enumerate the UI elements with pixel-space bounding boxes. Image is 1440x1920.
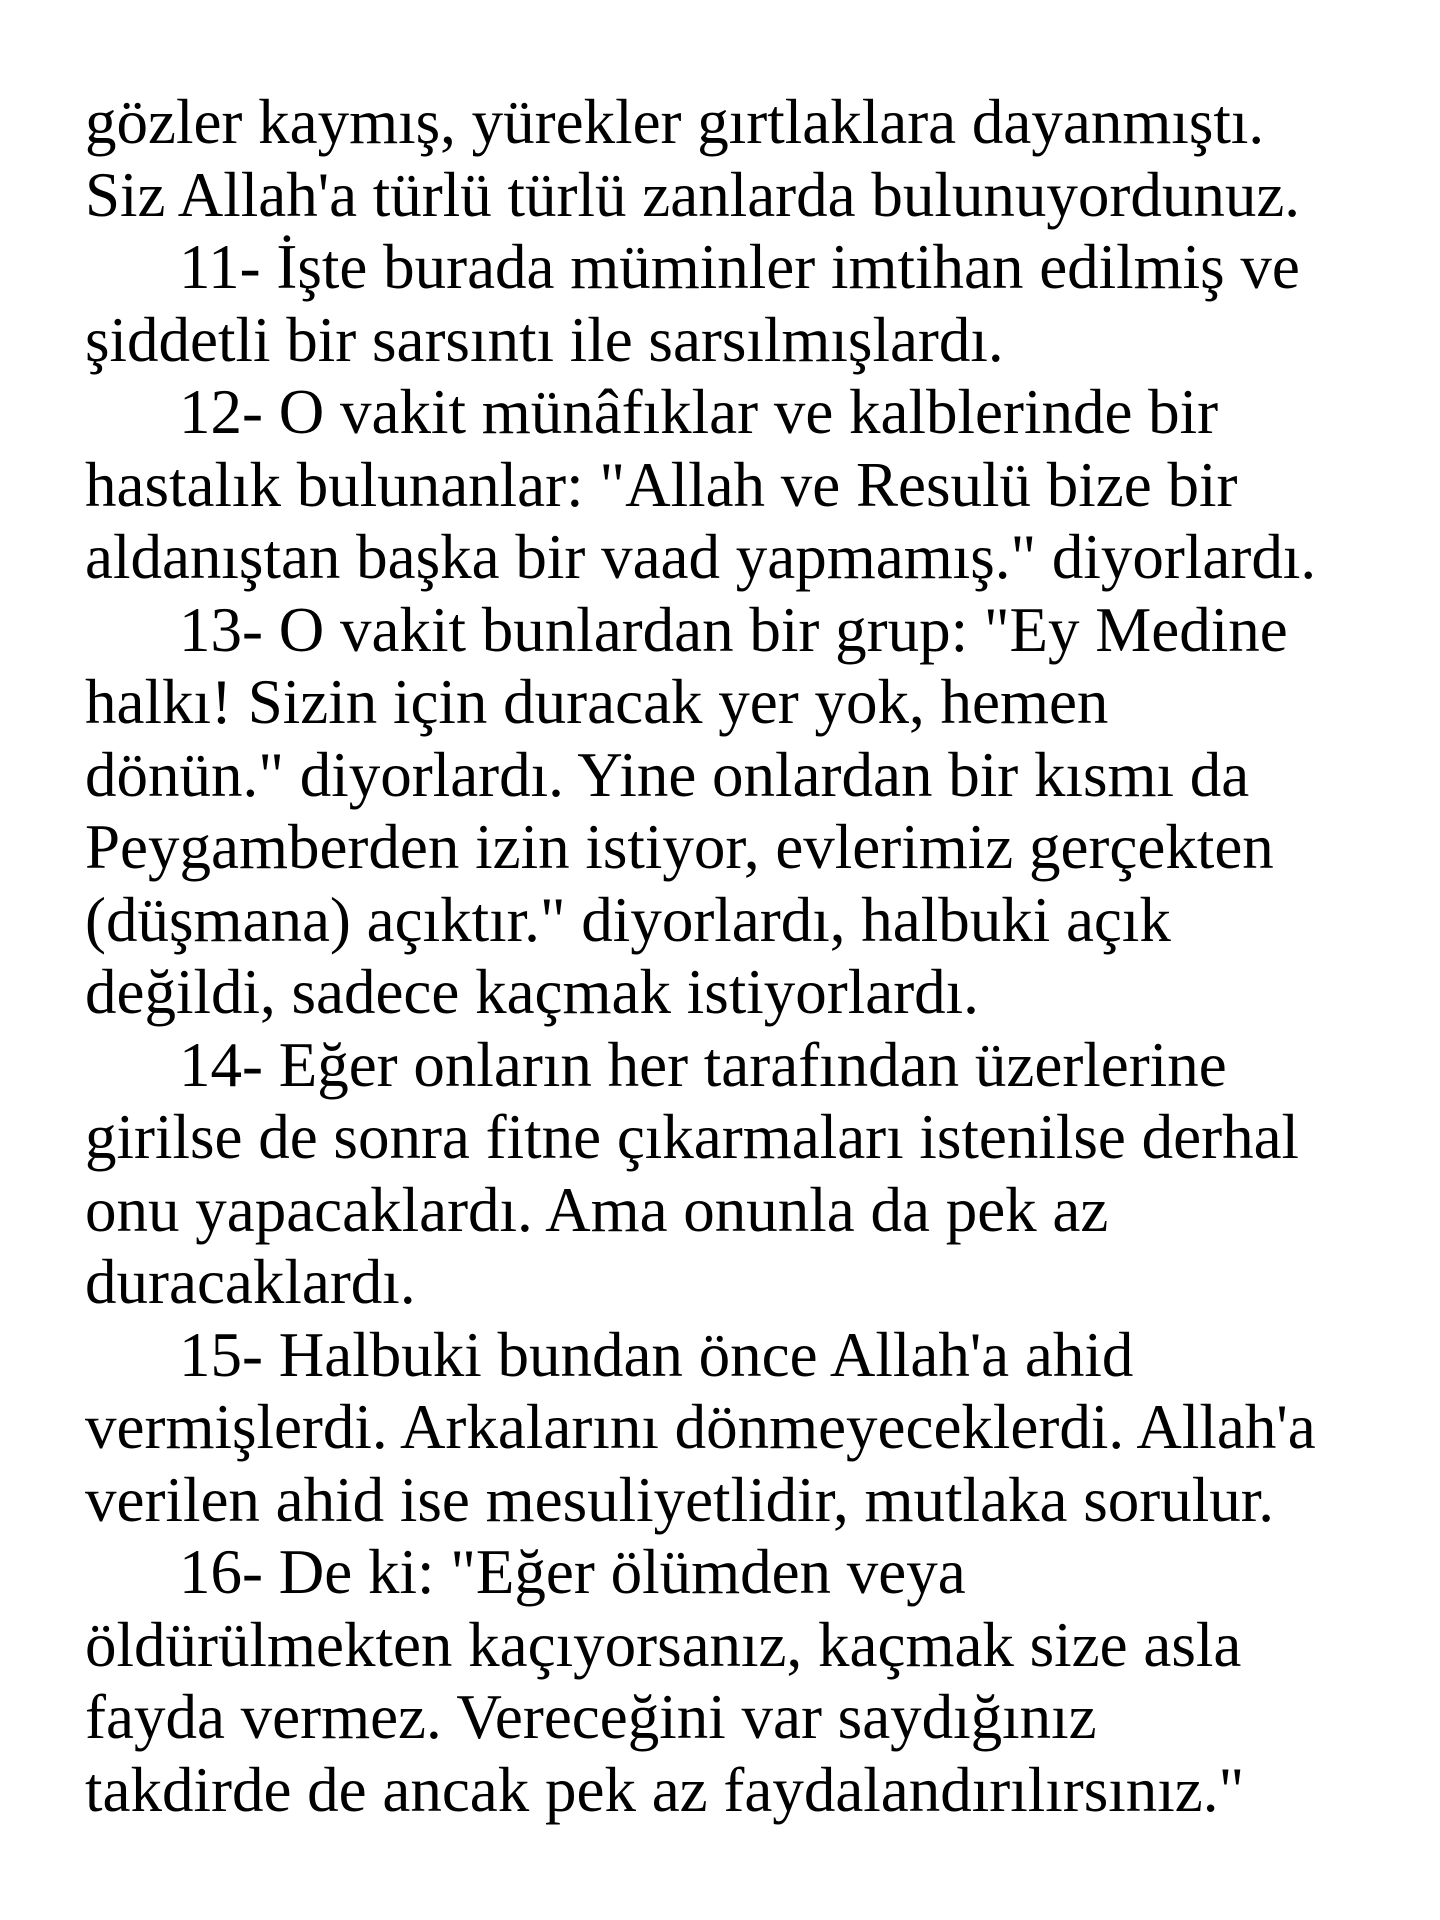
document-body bbox=[85, 86, 1385, 1826]
text-line: hastalık bulunanlar: "Allah ve Resulü bize bir bbox=[85, 449, 1238, 520]
text-line: aldanıştan başka bir vaad yapmamış." diyorlardı. bbox=[85, 522, 1317, 592]
text-line: 15- Halbuki bundan önce Allah'a ahid bbox=[179, 1319, 1134, 1390]
verse-paragraph-13 bbox=[85, 594, 1385, 1029]
text-line: duracaklardı. bbox=[85, 1247, 416, 1317]
verse-paragraph-15 bbox=[85, 1319, 1385, 1537]
text-line: girilse de sonra fitne çıkarmaları istenilse derhal bbox=[85, 1102, 1300, 1172]
text-line: fayda vermez. Vereceğini var saydığınız bbox=[85, 1682, 1097, 1752]
text-line: 16- De ki: "Eğer ölümden veya bbox=[179, 1537, 966, 1607]
text-line: değildi, sadece kaçmak istiyorlardı. bbox=[85, 957, 979, 1027]
verse-paragraph-11 bbox=[85, 231, 1385, 376]
text-line: 14- Eğer onların her tarafından üzerlerine bbox=[179, 1029, 1227, 1100]
verse-paragraph-14 bbox=[85, 1029, 1385, 1319]
text-line: (düşmana) açıktır." diyorlardı, halbuki açık bbox=[85, 884, 1171, 955]
verse-paragraph-16 bbox=[85, 1536, 1385, 1826]
text-line: vermişlerdi. Arkalarını dönmeyeceklerdi. Allah'a bbox=[85, 1392, 1316, 1462]
text-line: Peygamberden izin istiyor, evlerimiz gerçekten bbox=[85, 812, 1274, 882]
text-line: verilen ahid ise mesuliyetlidir, mutlaka sorulur. bbox=[85, 1464, 1274, 1535]
text-line: şiddetli bir sarsıntı ile sarsılmışlardı. bbox=[85, 304, 1004, 375]
text-line: 12- O vakit münâfıklar ve kalblerinde bir bbox=[179, 377, 1219, 447]
text-line: dönün." diyorlardı. Yine onlardan bir kısmı da bbox=[85, 739, 1250, 810]
text-line: 11- İşte burada müminler imtihan edilmiş ve bbox=[179, 232, 1300, 302]
text-line: 13- O vakit bunlardan bir grup: "Ey Medine bbox=[179, 594, 1288, 665]
text-line: takdirde de ancak pek az faydalandırılırsınız." bbox=[85, 1754, 1245, 1825]
text-line: öldürülmekten kaçıyorsanız, kaçmak size asla bbox=[85, 1609, 1242, 1680]
text-line: gözler kaymış, yürekler gırtlaklara dayanmıştı. bbox=[85, 87, 1265, 157]
paragraph-continued bbox=[85, 86, 1385, 231]
text-line: halkı! Sizin için duracak yer yok, hemen bbox=[85, 667, 1109, 737]
text-line: onu yapacaklardı. Ama onunla da pek az bbox=[85, 1174, 1109, 1245]
text-line: Siz Allah'a türlü türlü zanlarda bulunuyordunuz. bbox=[85, 159, 1301, 230]
verse-paragraph-12 bbox=[85, 376, 1385, 594]
